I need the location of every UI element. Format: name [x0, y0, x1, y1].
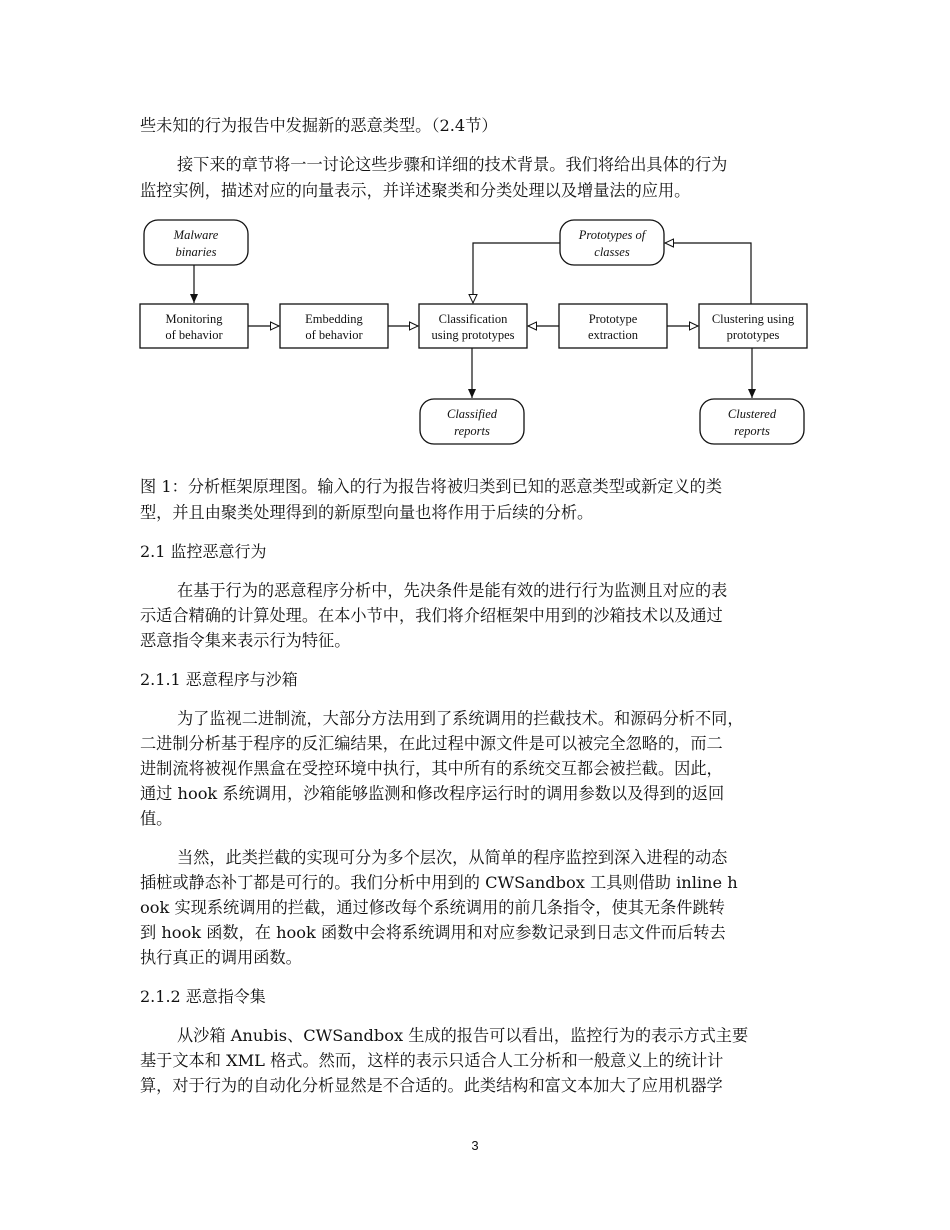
edge-prototypes-to-classification — [473, 243, 560, 303]
node-embedding — [280, 304, 388, 348]
node-classified-reports — [420, 399, 524, 444]
classification-label-2: using prototypes — [431, 328, 515, 342]
prototype-extraction-label-1: Prototype — [588, 312, 638, 326]
body-line: ook 实现系统调用的拦截，通过修改每个系统调用的前几条指令，使其无条件跳转 — [140, 898, 725, 917]
body-line: 恶意指令集来表示行为特征。 — [140, 631, 351, 650]
classified-label-1: Classified — [446, 407, 498, 421]
subsection-heading: 2.1.2 恶意指令集 — [140, 987, 266, 1006]
node-clustering — [699, 304, 807, 348]
body-line: 到 hook 函数，在 hook 函数中会将系统调用和对应参数记录到日志文件而后转去 — [140, 923, 726, 942]
clustering-label-2: prototypes — [726, 328, 780, 342]
body-line: 基于文本和 XML 格式。然而，这样的表示只适合人工分析和一般意义上的统计计 — [140, 1051, 724, 1070]
body-line: 插桩或静态补丁都是可行的。我们分析中用到的 CWSandbox 工具则借助 inline h — [140, 873, 738, 892]
monitoring-label-1: Monitoring — [165, 312, 223, 326]
embedding-label-1: Embedding — [305, 312, 363, 326]
node-clustered-reports — [700, 399, 804, 444]
prototypes-classes-label-1: Prototypes of — [578, 228, 646, 242]
framework-diagram — [130, 212, 820, 452]
body-line: 算，对于行为的自动化分析显然是不合适的。此类结构和富文本加大了应用机器学 — [140, 1076, 723, 1095]
edge-clustering-to-prototypes — [665, 243, 751, 304]
body-line: 从沙箱 Anubis、CWSandbox 生成的报告可以看出，监控行为的表示方式主要 — [177, 1026, 749, 1045]
malware-label-2: binaries — [175, 245, 217, 259]
body-line: 值。 — [140, 809, 173, 828]
clustered-label-1: Clustered — [727, 407, 777, 421]
node-classification — [419, 304, 527, 348]
intro-line: 些未知的行为报告中发掘新的恶意类型。（2.4节） — [140, 116, 498, 135]
monitoring-label-2: of behavior — [165, 328, 223, 342]
subsection-heading: 2.1.1 恶意程序与沙箱 — [140, 670, 298, 689]
page-number: 3 — [471, 1138, 479, 1153]
node-malware-binaries — [144, 220, 250, 268]
classification-label-1: Classification — [438, 312, 508, 326]
prototype-extraction-label-2: extraction — [588, 328, 638, 342]
malware-label-1: Malware — [173, 228, 219, 242]
body-line: 在基于行为的恶意程序分析中，先决条件是能有效的进行行为监测且对应的表 — [177, 581, 728, 600]
body-line: 示适合精确的计算处理。在本小节中，我们将介绍框架中用到的沙箱技术以及通过 — [140, 606, 723, 625]
intro-para-line: 监控实例，描述对应的向量表示，并详述聚类和分类处理以及增量法的应用。 — [140, 181, 691, 200]
clustering-label-1: Clustering using — [711, 312, 795, 326]
classified-label-2: reports — [454, 424, 490, 438]
embedding-label-2: of behavior — [305, 328, 363, 342]
section-heading: 2.1 监控恶意行为 — [140, 542, 267, 561]
body-line: 为了监视二进制流，大部分方法用到了系统调用的拦截技术。和源码分析不同， — [177, 709, 744, 728]
node-prototypes-of-classes — [560, 220, 664, 265]
body-line: 二进制分析基于程序的反汇编结果，在此过程中源文件是可以被完全忽略的，而二 — [140, 734, 723, 753]
node-monitoring — [140, 304, 248, 348]
figure-caption-line: 型，并且由聚类处理得到的新原型向量也将作用于后续的分析。 — [140, 503, 594, 522]
node-prototype-extraction — [559, 304, 667, 348]
body-line: 当然，此类拦截的实现可分为多个层次，从简单的程序监控到深入进程的动态 — [177, 848, 728, 867]
clustered-label-2: reports — [734, 424, 770, 438]
figure-caption-line: 图 1：分析框架原理图。输入的行为报告将被归类到已知的恶意类型或新定义的类 — [140, 477, 723, 496]
body-line: 执行真正的调用函数。 — [140, 948, 302, 967]
prototypes-classes-label-2: classes — [594, 245, 630, 259]
body-line: 通过 hook 系统调用，沙箱能够监测和修改程序运行时的调用参数以及得到的返回 — [140, 784, 725, 803]
body-line: 进制流将被视作黑盒在受控环境中执行，其中所有的系统交互都会被拦截。因此， — [140, 759, 723, 778]
intro-para-line: 接下来的章节将一一讨论这些步骤和详细的技术背景。我们将给出具体的行为 — [177, 155, 728, 174]
